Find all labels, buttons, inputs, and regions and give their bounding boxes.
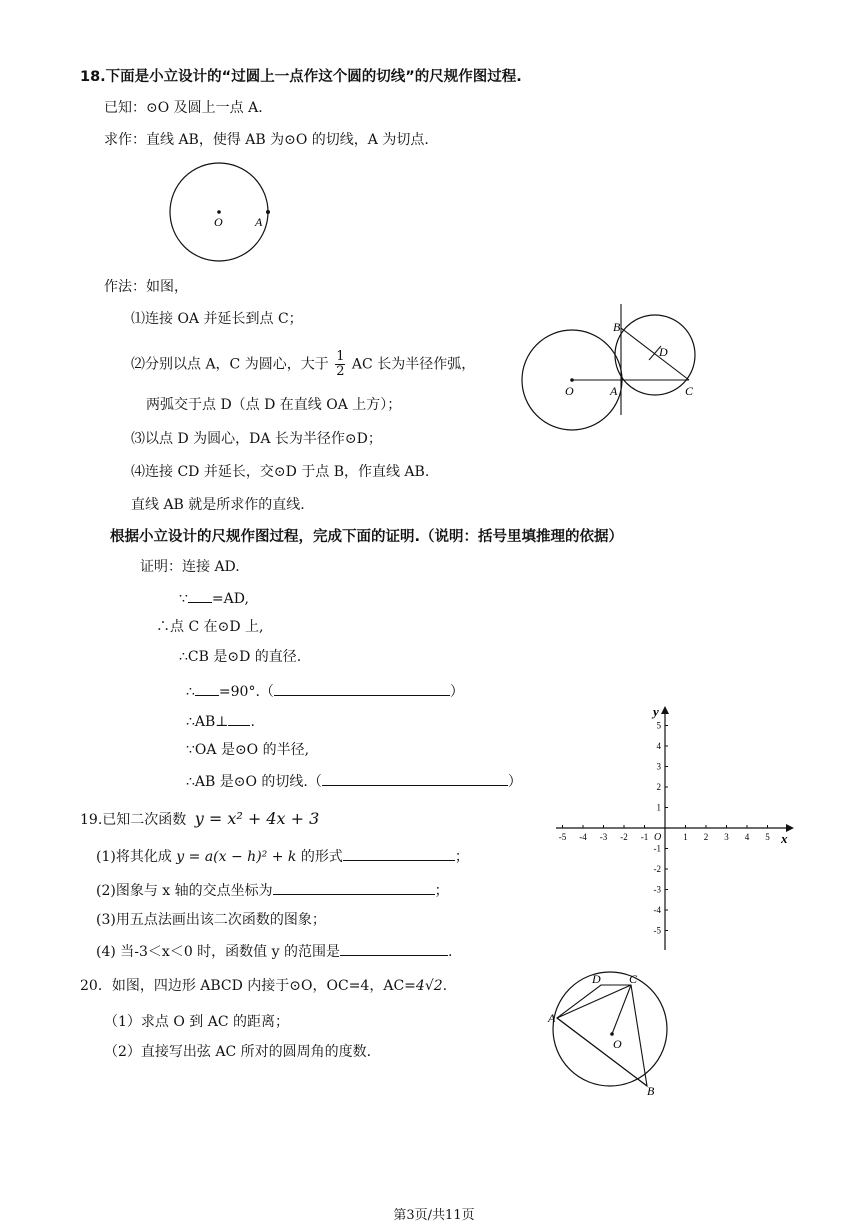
x-tick-label: 4: [744, 832, 750, 842]
y-tick-label: 3: [656, 761, 661, 772]
q20-label-d: D: [592, 972, 601, 986]
q18-step2-line2: 两弧交于点 D（点 D 在直线 OA 上方）；: [146, 397, 402, 413]
q20-title-value: 4√2: [415, 978, 443, 994]
q19-coordinate-axes: [552, 702, 798, 954]
proof-line-2: ∴点 C 在⊙D 上,: [156, 619, 264, 635]
q19-blank-2[interactable]: [273, 880, 435, 895]
q18-figure-1: [160, 160, 280, 270]
proof-7-pre: ∴AB 是⊙O 的切线.（: [186, 774, 322, 790]
y-axis-label: y: [653, 704, 659, 719]
page-footer: 第3页/共11页: [393, 1208, 475, 1223]
q19-s1-end: ；: [454, 849, 469, 865]
y-tick-label: -2: [653, 864, 661, 874]
q18-title: 18.下面是小立设计的“过圆上一点作这个圆的切线”的尺规作图过程.: [80, 69, 522, 85]
proof-blank-2[interactable]: [195, 681, 219, 696]
x-tick-label: -5: [558, 832, 567, 842]
q19-s2-text: (2)图象与 x 轴的交点坐标为: [96, 883, 273, 899]
fig1-label-a: A: [255, 215, 263, 229]
proof-1-pre: ∵: [179, 591, 188, 607]
y-tick-label: 2: [656, 782, 661, 792]
q18-step1: ⑴连接 OA 并延长到点 C；: [131, 311, 303, 327]
fig2-label-o: O: [565, 384, 574, 398]
y-tick-label: -4: [653, 905, 661, 915]
x-axis-label: x: [781, 831, 788, 846]
proof-4-mid: =90°.（: [218, 684, 274, 700]
q20-title: [80, 977, 447, 995]
x-tick-label: -1: [640, 832, 649, 842]
y-tick-label: 4: [656, 741, 661, 751]
proof-blank-1[interactable]: [188, 588, 212, 603]
proof-blank-3[interactable]: [274, 681, 450, 696]
q18-step4: ⑷连接 CD 并延长，交⊙D 于点 B，作直线 AB.: [131, 464, 430, 480]
x-tick-label: -2: [620, 832, 628, 842]
proof-line-1: [179, 588, 249, 608]
proof-4-post: ）: [449, 684, 464, 700]
fraction-numerator: 1: [336, 349, 345, 364]
q19-s1-post: 的形式: [300, 849, 343, 865]
y-axis-arrow: [661, 706, 669, 714]
y-tick-label: 5: [656, 720, 661, 731]
proof-blank-4[interactable]: [228, 711, 250, 726]
q20-label-b: B: [647, 1084, 655, 1098]
q20-figure: [545, 968, 675, 1098]
origin-label: O: [654, 832, 662, 843]
q19-blank-3[interactable]: [340, 941, 448, 956]
q19-s4-end: .: [447, 944, 453, 960]
q18-step2: [131, 350, 475, 379]
q20-label-c: C: [629, 972, 638, 986]
x-tick-label: 2: [703, 832, 709, 842]
q19-step3: (3)用五点法画出该二次函数的图象；: [96, 912, 326, 928]
q20-label-a: A: [548, 1011, 556, 1025]
x-tick-label: 1: [683, 832, 688, 842]
proof-line-0: 证明：连接 AD.: [140, 559, 240, 575]
y-tick-label: -5: [653, 925, 661, 936]
q18-method: 作法：如图，: [104, 279, 188, 295]
proof-blank-5[interactable]: [322, 771, 508, 786]
q19-step4: [96, 941, 452, 961]
fig2-label-b: B: [613, 320, 621, 334]
q19-title: [80, 810, 319, 829]
q18-required: 求作：直线 AB，使得 AB 为⊙O 的切线，A 为切点.: [104, 132, 429, 148]
proof-4-pre: ∴: [186, 684, 195, 700]
proof-1-post: =AD,: [211, 591, 249, 607]
step2-pre: ⑵分别以点 A，C 为圆心，大于: [131, 356, 329, 373]
q18-conclusion: 直线 AB 就是所求作的直线.: [131, 497, 305, 513]
q19-formula: y = x² + 4x + 3: [194, 809, 320, 828]
proof-5-post: .: [250, 714, 255, 730]
fraction-denominator: 2: [336, 364, 345, 379]
q18-step3: ⑶以点 D 为圆心，DA 长为半径作⊙D；: [131, 431, 382, 447]
proof-line-4: [186, 681, 464, 701]
proof-line-7: [186, 771, 522, 791]
proof-line-5: [186, 711, 255, 731]
fig1-label-o: O: [214, 215, 223, 229]
q20-title-end: .: [442, 978, 448, 994]
fig2-label-c: C: [685, 384, 694, 398]
proof-5-pre: ∴AB⊥: [186, 714, 229, 730]
q20-step1: （1）求点 O 到 AC 的距离；: [104, 1014, 290, 1030]
q20-step2: （2）直接写出弦 AC 所对的圆周角的度数.: [104, 1044, 372, 1060]
q20-title-pre: 20．如图，四边形 ABCD 内接于⊙O，OC=4，AC=: [80, 978, 416, 994]
q19-s1-form: y = a(x − h)² + k: [176, 849, 297, 865]
q18-known: 已知：⊙O 及圆上一点 A.: [104, 100, 263, 116]
q19-s2-end: ；: [434, 883, 449, 899]
q19-title-pre: 19.已知二次函数: [80, 812, 187, 828]
y-tick-label: -1: [653, 843, 661, 854]
x-tick-label: 5: [765, 832, 770, 842]
fig2-label-d: D: [659, 345, 668, 359]
q19-blank-1[interactable]: [343, 846, 455, 861]
q20-label-o: O: [613, 1037, 622, 1051]
fig2-label-a: A: [610, 384, 618, 398]
step2-fraction: [335, 350, 345, 379]
x-tick-label: -4: [579, 832, 587, 842]
q18-instruction: 根据小立设计的尺规作图过程，完成下面的证明.（说明：括号里填推理的依据）: [110, 529, 624, 545]
q19-step2: [96, 880, 449, 900]
y-tick-label: -3: [653, 884, 661, 895]
y-tick-label: 1: [656, 802, 661, 813]
q18-figure-2: [515, 300, 715, 435]
q19-step1: [96, 846, 469, 866]
q19-s4-pre: (4) 当-3＜x＜0 时，函数值 y 的范围是: [96, 944, 340, 960]
x-tick-label: -3: [599, 832, 608, 842]
step2-post: AC 长为半径作弧，: [351, 356, 476, 373]
q19-s1-pre: (1)将其化成: [96, 849, 172, 865]
proof-line-6: ∵OA 是⊙O 的半径,: [186, 742, 310, 758]
x-tick-label: 3: [724, 832, 729, 842]
proof-7-post: ）: [507, 774, 522, 790]
proof-line-3: ∴CB 是⊙D 的直径.: [179, 649, 302, 665]
